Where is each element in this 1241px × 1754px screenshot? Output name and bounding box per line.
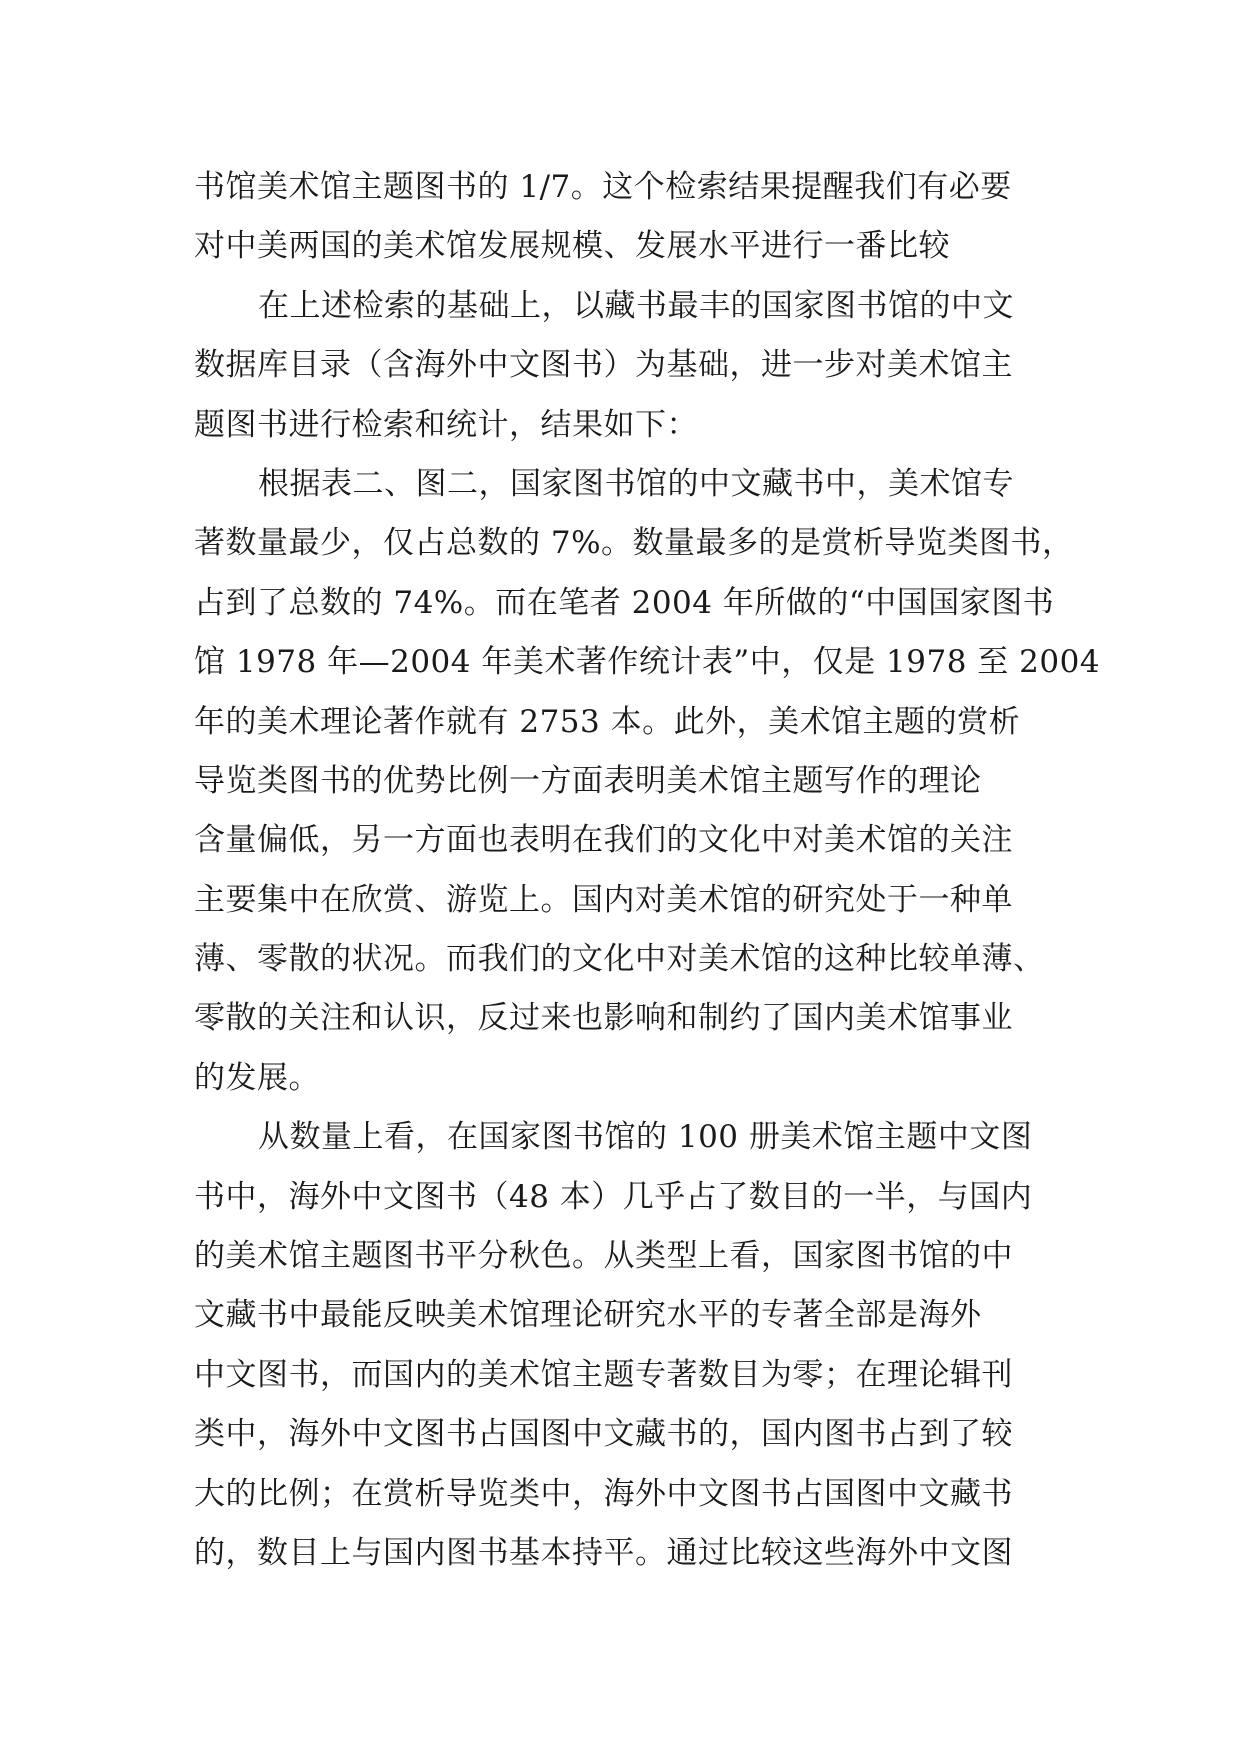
text-line: 书中，海外中文图书（48 本）几乎占了数目的一半，与国内 xyxy=(194,1178,1033,1215)
text-line: 主要集中在欣赏、游览上。国内对美术馆的研究处于一种单 xyxy=(194,881,1013,918)
text-line: 薄、零散的状况。而我们的文化中对美术馆的这种比较单薄、 xyxy=(194,941,1045,978)
paragraph-start-line: 在上述检索的基础上，以藏书最丰的国家图书馆的中文 xyxy=(258,287,1014,324)
paragraph-start-line: 根据表二、图二，国家图书馆的中文藏书中，美术馆专 xyxy=(258,465,1014,502)
text-line: 著数量最少，仅占总数的 7%。数量最多的是赏析导览类图书， xyxy=(194,525,1074,562)
text-line: 的，数目上与国内图书基本持平。通过比较这些海外中文图 xyxy=(194,1534,1013,1571)
text-line: 零散的关注和认识，反过来也影响和制约了国内美术馆事业 xyxy=(194,1000,1013,1037)
text-line: 的美术馆主题图书平分秋色。从类型上看，国家图书馆的中 xyxy=(194,1238,1013,1275)
text-line: 题图书进行检索和统计，结果如下： xyxy=(194,406,698,443)
text-line: 类中，海外中文图书占国图中文藏书的，国内图书占到了较 xyxy=(194,1416,1013,1453)
text-line: 文藏书中最能反映美术馆理论研究水平的专著全部是海外 xyxy=(194,1297,982,1334)
text-line: 对中美两国的美术馆发展规模、发展水平进行一番比较 xyxy=(194,228,950,265)
text-line: 的发展。 xyxy=(194,1059,320,1096)
body-text xyxy=(194,158,1101,1583)
text-line: 导览类图书的优势比例一方面表明美术馆主题写作的理论 xyxy=(194,762,982,799)
text-line: 书馆美术馆主题图书的 1/7。这个检索结果提醒我们有必要 xyxy=(194,169,1012,205)
paragraph-start-line: 从数量上看，在国家图书馆的 100 册美术馆主题中文图 xyxy=(258,1119,1033,1156)
text-line: 大的比例；在赏析导览类中，海外中文图书占国图中文藏书 xyxy=(194,1475,1013,1512)
text-line: 数据库目录（含海外中文图书）为基础，进一步对美术馆主 xyxy=(194,347,1013,384)
text-line: 含量偏低，另一方面也表明在我们的文化中对美术馆的关注 xyxy=(194,822,1013,859)
text-line: 占到了总数的 74%。而在笔者 2004 年所做的“中国国家图书 xyxy=(194,584,1055,621)
text-line: 中文图书，而国内的美术馆主题专著数目为零；在理论辑刊 xyxy=(194,1356,1013,1393)
text-line: 馆 1978 年—2004 年美术著作统计表”中，仅是 1978 至 2004 xyxy=(194,644,1101,681)
text-line: 年的美术理论著作就有 2753 本。此外，美术馆主题的赏析 xyxy=(194,703,1021,740)
